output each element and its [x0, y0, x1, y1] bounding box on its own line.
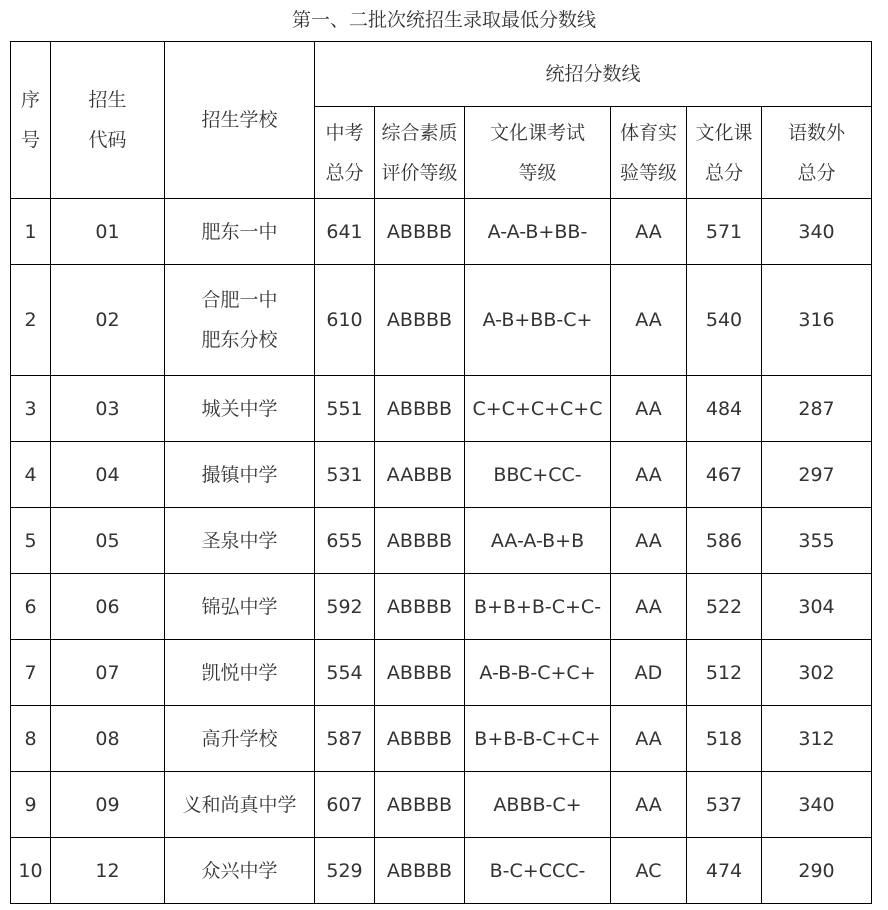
cell-culture-total: 586 [687, 508, 762, 574]
cell-seq: 5 [11, 508, 51, 574]
cell-quality: ABBBB [375, 376, 465, 442]
cell-pe: AA [611, 772, 687, 838]
cell-culture-grade: ABBB-C+ [465, 772, 611, 838]
cell-culture-grade: AA-A-B+B [465, 508, 611, 574]
cell-culture-grade: A-B-B-C+C+ [465, 640, 611, 706]
cell-school: 城关中学 [165, 376, 315, 442]
header-seq: 序 号 [11, 42, 51, 199]
header-csm-total: 语数外 总分 [762, 107, 872, 199]
cell-total: 607 [315, 772, 375, 838]
table-row [11, 640, 872, 706]
cell-school: 撮镇中学 [165, 442, 315, 508]
cell-code: 09 [51, 772, 165, 838]
cell-seq: 1 [11, 199, 51, 265]
cell-culture-grade: B-C+CCC- [465, 838, 611, 904]
cell-culture-grade: A-A-B+BB- [465, 199, 611, 265]
header-culture-total: 文化课 总分 [687, 107, 762, 199]
cell-code: 08 [51, 706, 165, 772]
cell-school: 锦弘中学 [165, 574, 315, 640]
cell-code: 07 [51, 640, 165, 706]
cell-quality: ABBBB [375, 772, 465, 838]
cell-seq: 4 [11, 442, 51, 508]
header-group: 统招分数线 [315, 42, 872, 107]
cell-csm-total: 287 [762, 376, 872, 442]
cell-code: 04 [51, 442, 165, 508]
score-table [10, 41, 872, 904]
cell-seq: 3 [11, 376, 51, 442]
cell-code: 01 [51, 199, 165, 265]
cell-culture-grade: A-B+BB-C+ [465, 265, 611, 376]
cell-culture-total: 522 [687, 574, 762, 640]
cell-seq: 7 [11, 640, 51, 706]
cell-total: 529 [315, 838, 375, 904]
cell-pe: AA [611, 376, 687, 442]
cell-total: 587 [315, 706, 375, 772]
cell-total: 641 [315, 199, 375, 265]
cell-seq: 8 [11, 706, 51, 772]
cell-csm-total: 355 [762, 508, 872, 574]
cell-total: 610 [315, 265, 375, 376]
cell-culture-total: 537 [687, 772, 762, 838]
cell-culture-grade: B+B+B-C+C- [465, 574, 611, 640]
header-total: 中考 总分 [315, 107, 375, 199]
cell-csm-total: 304 [762, 574, 872, 640]
cell-culture-total: 540 [687, 265, 762, 376]
table-row [11, 508, 872, 574]
cell-code: 02 [51, 265, 165, 376]
table-row [11, 199, 872, 265]
cell-total: 531 [315, 442, 375, 508]
cell-culture-total: 518 [687, 706, 762, 772]
table-row [11, 838, 872, 904]
cell-pe: AA [611, 199, 687, 265]
header-pe: 体育实 验等级 [611, 107, 687, 199]
cell-quality: ABBBB [375, 508, 465, 574]
cell-total: 655 [315, 508, 375, 574]
cell-pe: AA [611, 442, 687, 508]
cell-pe: AC [611, 838, 687, 904]
cell-school: 凯悦中学 [165, 640, 315, 706]
cell-culture-total: 512 [687, 640, 762, 706]
cell-total: 554 [315, 640, 375, 706]
cell-pe: AA [611, 574, 687, 640]
cell-csm-total: 340 [762, 772, 872, 838]
cell-culture-total: 571 [687, 199, 762, 265]
table-row [11, 442, 872, 508]
cell-csm-total: 302 [762, 640, 872, 706]
cell-total: 592 [315, 574, 375, 640]
cell-csm-total: 316 [762, 265, 872, 376]
cell-school: 肥东一中 [165, 199, 315, 265]
cell-culture-grade: B+B-B-C+C+ [465, 706, 611, 772]
cell-culture-total: 484 [687, 376, 762, 442]
page-title: 第一、二批次统招生录取最低分数线 [291, 9, 596, 31]
cell-quality: AABBB [375, 442, 465, 508]
cell-total: 551 [315, 376, 375, 442]
header-culture-grade: 文化课考试 等级 [465, 107, 611, 199]
cell-quality: ABBBB [375, 199, 465, 265]
cell-school: 义和尚真中学 [165, 772, 315, 838]
cell-csm-total: 340 [762, 199, 872, 265]
cell-pe: AA [611, 265, 687, 376]
header-school: 招生学校 [165, 42, 315, 199]
cell-seq: 9 [11, 772, 51, 838]
cell-school: 高升学校 [165, 706, 315, 772]
cell-pe: AA [611, 508, 687, 574]
cell-seq: 10 [11, 838, 51, 904]
cell-quality: ABBBB [375, 640, 465, 706]
cell-code: 06 [51, 574, 165, 640]
cell-quality: ABBBB [375, 706, 465, 772]
cell-seq: 6 [11, 574, 51, 640]
cell-quality: ABBBB [375, 838, 465, 904]
cell-quality: ABBBB [375, 574, 465, 640]
cell-pe: AA [611, 706, 687, 772]
cell-school: 众兴中学 [165, 838, 315, 904]
header-quality: 综合素质 评价等级 [375, 107, 465, 199]
cell-school: 圣泉中学 [165, 508, 315, 574]
table-row [11, 706, 872, 772]
cell-quality: ABBBB [375, 265, 465, 376]
cell-culture-grade: C+C+C+C+C [465, 376, 611, 442]
header-code: 招生 代码 [51, 42, 165, 199]
cell-seq: 2 [11, 265, 51, 376]
table-row [11, 265, 872, 376]
table-row [11, 772, 872, 838]
cell-school: 合肥一中 肥东分校 [165, 265, 315, 376]
table-row [11, 574, 872, 640]
cell-csm-total: 312 [762, 706, 872, 772]
cell-csm-total: 290 [762, 838, 872, 904]
cell-code: 05 [51, 508, 165, 574]
cell-csm-total: 297 [762, 442, 872, 508]
cell-culture-grade: BBC+CC- [465, 442, 611, 508]
cell-pe: AD [611, 640, 687, 706]
cell-code: 12 [51, 838, 165, 904]
cell-code: 03 [51, 376, 165, 442]
cell-culture-total: 467 [687, 442, 762, 508]
table-body [11, 199, 872, 904]
table-header [11, 42, 872, 199]
cell-culture-total: 474 [687, 838, 762, 904]
table-row [11, 376, 872, 442]
